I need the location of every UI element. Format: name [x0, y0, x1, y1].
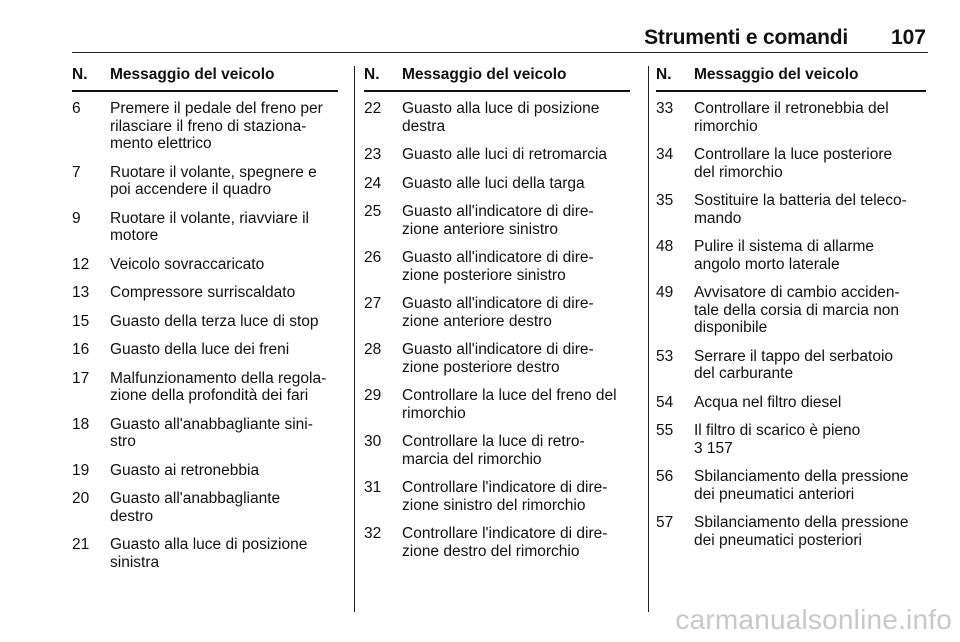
message-text-line: Il filtro di scarico è pieno — [694, 422, 861, 439]
table-row — [364, 525, 630, 560]
message-text-line: Ruotare il volante, spegnere e — [110, 163, 317, 181]
table-row — [72, 370, 338, 405]
message-text-line: Guasto all'anabbagliante sini- — [110, 415, 313, 433]
message-number: 22 — [364, 100, 382, 117]
message-number: 54 — [656, 393, 674, 411]
table-row — [364, 387, 630, 422]
message-text-line: Guasto della terza luce di stop — [110, 312, 319, 330]
table-row — [72, 341, 338, 359]
message-number: 6 — [72, 100, 81, 117]
message-text-line: tale della corsia di marcia non — [694, 301, 900, 319]
message-text-line: 3 157 — [694, 439, 733, 457]
table-row — [656, 146, 926, 181]
message-text-line: Guasto alla luce di posizione — [402, 100, 600, 117]
message-text — [110, 284, 338, 302]
message-text — [694, 348, 926, 383]
message-text-line: Premere il pedale del freno per — [110, 100, 323, 117]
table-row — [656, 192, 926, 227]
message-text-line: zione posteriore sinistro — [402, 266, 566, 284]
message-number: 29 — [364, 387, 382, 404]
message-text-line: destro — [110, 507, 154, 525]
table-row — [364, 249, 630, 284]
page-title: Strumenti e comandi — [644, 26, 848, 49]
message-number: 12 — [72, 255, 90, 273]
message-text-line: Guasto alle luci di retromarcia — [402, 146, 608, 163]
message-number: 25 — [364, 203, 382, 220]
message-text-line: Ruotare il volante, riavviare il — [110, 209, 310, 227]
message-number: 13 — [72, 284, 90, 301]
message-text-line: Malfunzionamento della regola- — [110, 369, 327, 387]
message-text-line: rimorchio — [402, 404, 466, 422]
message-text — [110, 536, 338, 571]
message-text-line: Acqua nel filtro diesel — [694, 393, 842, 411]
table-column-2 — [364, 66, 630, 571]
message-text-line: marcia del rimorchio — [402, 450, 542, 468]
page-header — [72, 0, 928, 53]
message-text — [402, 433, 630, 468]
table-row — [72, 256, 338, 274]
table-row — [364, 146, 630, 164]
message-number: 32 — [364, 525, 382, 542]
message-text-line: zione anteriore sinistro — [402, 220, 558, 238]
message-text-line: Guasto all'indicatore di dire- — [402, 295, 594, 312]
message-text-line: Guasto all'indicatore di dire- — [402, 341, 594, 358]
message-text-line: disponibile — [694, 319, 768, 336]
message-text-line: del rimorchio — [694, 163, 783, 181]
table-row — [364, 341, 630, 376]
message-number: 18 — [72, 415, 90, 433]
message-text-line: Veicolo sovraccaricato — [110, 255, 265, 273]
message-text-line: zione destro del rimorchio — [402, 542, 580, 560]
header-number-label: N. — [364, 66, 380, 83]
message-text — [402, 479, 630, 514]
column-header — [656, 66, 926, 92]
header-number-label: N. — [72, 66, 88, 83]
table-row — [364, 175, 630, 193]
message-number: 17 — [72, 369, 90, 387]
message-text — [402, 295, 630, 330]
message-text-line: del carburante — [694, 365, 794, 382]
column-header — [364, 66, 630, 92]
header-message-label: Messaggio del veicolo — [402, 66, 567, 83]
message-text — [694, 146, 926, 181]
message-text — [402, 203, 630, 238]
message-text-line: Controllare l'indicatore di dire- — [402, 525, 608, 542]
message-number: 53 — [656, 347, 674, 365]
message-text-line: mando — [694, 209, 742, 227]
message-text-line: Sbilanciamento della pressione — [694, 514, 909, 531]
message-text-line: Guasto all'anabbagliante — [110, 490, 281, 507]
message-number: 23 — [364, 146, 382, 163]
message-number: 33 — [656, 100, 674, 117]
table-row — [72, 313, 338, 331]
message-text — [110, 462, 338, 480]
message-number: 21 — [72, 536, 90, 553]
message-text — [694, 238, 926, 273]
message-text-line: Controllare l'indicatore di dire- — [402, 479, 608, 496]
message-text — [694, 514, 926, 549]
table-row — [656, 238, 926, 273]
message-text-line: zione sinistro del rimorchio — [402, 496, 586, 514]
message-text-line: Guasto ai retronebbia — [110, 461, 260, 479]
message-number: 15 — [72, 312, 90, 330]
message-text — [110, 210, 338, 245]
table-row — [72, 210, 338, 245]
message-number: 9 — [72, 209, 81, 227]
table-column-3 — [656, 66, 926, 560]
message-number: 16 — [72, 341, 90, 358]
message-text-line: stro — [110, 433, 136, 450]
message-number: 20 — [72, 490, 90, 507]
message-text-line: rilasciare il freno di staziona- — [110, 117, 307, 135]
message-text-line: poi accendere il quadro — [110, 181, 272, 198]
watermark: carmanualsonline.info — [675, 604, 952, 635]
table-row — [656, 394, 926, 412]
table-row — [656, 422, 926, 457]
message-text — [402, 341, 630, 376]
message-text-line: Controllare la luce posteriore — [694, 146, 893, 163]
message-number: 35 — [656, 192, 674, 209]
message-text — [402, 100, 630, 135]
message-text-line: dei pneumatici posteriori — [694, 531, 863, 549]
message-number: 55 — [656, 422, 674, 439]
message-text-line: sinistra — [110, 553, 160, 571]
column-divider — [648, 66, 649, 612]
table-row — [364, 479, 630, 514]
message-number: 57 — [656, 514, 674, 531]
message-text — [694, 422, 926, 457]
message-text-line: Guasto all'indicatore di dire- — [402, 203, 594, 220]
message-number: 26 — [364, 249, 382, 266]
table-row — [364, 295, 630, 330]
message-number: 24 — [364, 174, 382, 192]
table-row — [72, 536, 338, 571]
message-text — [694, 284, 926, 337]
message-text — [402, 525, 630, 560]
table-row — [72, 100, 338, 153]
message-text — [402, 387, 630, 422]
message-number: 19 — [72, 461, 90, 479]
table-row — [364, 433, 630, 468]
message-text-line: rimorchio — [694, 117, 758, 135]
message-text — [694, 192, 926, 227]
table-row — [656, 284, 926, 337]
message-text — [402, 146, 630, 164]
message-number: 7 — [72, 163, 81, 181]
message-text-line: Pulire il sistema di allarme — [694, 238, 875, 255]
message-text — [110, 416, 338, 451]
page-number: 107 — [890, 26, 926, 49]
message-text — [110, 313, 338, 331]
message-text-line: angolo morto laterale — [694, 255, 840, 273]
message-text-line: Avvisatore di cambio acciden- — [694, 284, 900, 301]
message-text — [110, 164, 338, 199]
message-text — [402, 175, 630, 193]
table-row — [656, 468, 926, 503]
message-number: 34 — [656, 146, 674, 163]
message-text-line: destra — [402, 117, 446, 135]
message-number: 49 — [656, 284, 674, 301]
message-text-line: zione della profondità dei fari — [110, 387, 309, 404]
table-row — [364, 203, 630, 238]
message-text-line: Sbilanciamento della pressione — [694, 468, 909, 485]
message-text-line: Controllare il retronebbia del — [694, 100, 889, 117]
message-text — [402, 249, 630, 284]
message-text-line: motore — [110, 227, 159, 244]
message-text — [694, 100, 926, 135]
table-column-1 — [72, 66, 338, 582]
table-row — [656, 514, 926, 549]
table-row — [72, 462, 338, 480]
table-row — [364, 100, 630, 135]
table-row — [72, 164, 338, 199]
table-row — [72, 490, 338, 525]
table-row — [72, 416, 338, 451]
message-text-line: Guasto alle luci della targa — [402, 174, 585, 192]
message-text-line: Compressore surriscaldato — [110, 284, 296, 301]
message-text — [694, 394, 926, 412]
message-number: 28 — [364, 341, 382, 358]
message-number: 56 — [656, 468, 674, 485]
message-text-line: zione anteriore destro — [402, 312, 552, 330]
message-text — [694, 468, 926, 503]
header-message-label: Messaggio del veicolo — [694, 66, 859, 83]
message-text-line: Guasto alla luce di posizione — [110, 536, 308, 553]
table-row — [656, 100, 926, 135]
message-text — [110, 370, 338, 405]
message-number: 31 — [364, 479, 382, 496]
message-text-line: mento elettrico — [110, 135, 212, 152]
message-text — [110, 490, 338, 525]
message-text-line: Serrare il tappo del serbatoio — [694, 347, 894, 365]
header-message-label: Messaggio del veicolo — [110, 66, 275, 83]
message-number: 27 — [364, 295, 382, 312]
message-number: 30 — [364, 433, 382, 450]
message-text-line: dei pneumatici anteriori — [694, 485, 855, 503]
table-row — [72, 284, 338, 302]
message-text — [110, 100, 338, 153]
message-text — [110, 256, 338, 274]
message-text — [110, 341, 338, 359]
message-text-line: Guasto della luce dei freni — [110, 341, 290, 358]
column-divider — [354, 66, 355, 612]
message-text-line: Guasto all'indicatore di dire- — [402, 249, 594, 266]
column-header — [72, 66, 338, 92]
message-text-line: Controllare la luce del freno del — [402, 387, 617, 404]
message-text-line: Sostituire la batteria del teleco- — [694, 192, 907, 209]
table-row — [656, 348, 926, 383]
message-text-line: zione posteriore destro — [402, 358, 560, 376]
message-number: 48 — [656, 238, 674, 255]
message-text-line: Controllare la luce di retro- — [402, 433, 585, 450]
header-number-label: N. — [656, 66, 672, 83]
